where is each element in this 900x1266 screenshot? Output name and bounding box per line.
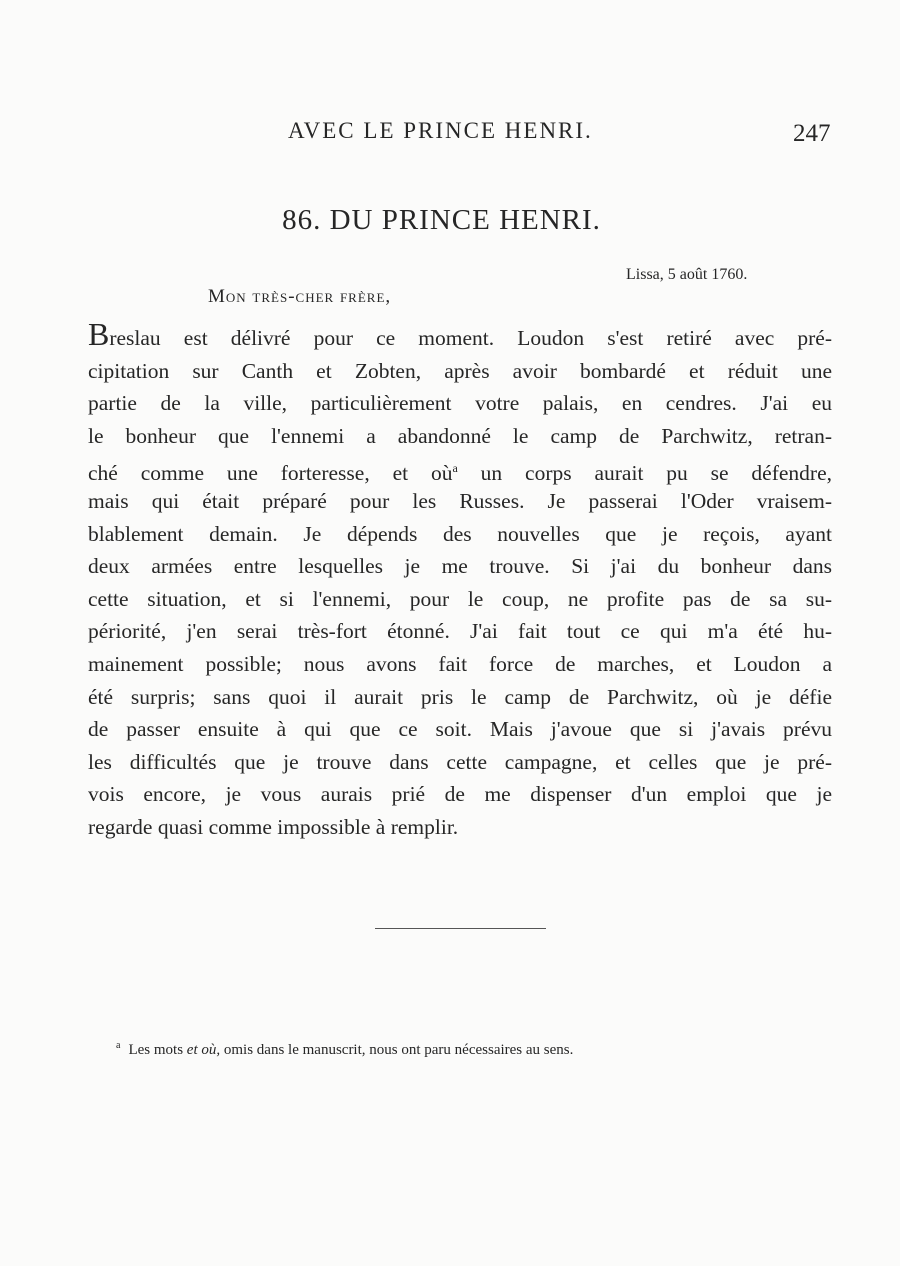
letter-body <box>88 316 832 844</box>
section-divider <box>375 928 546 929</box>
running-head <box>0 118 900 148</box>
body-line: les difficultés que je trouve dans cette campagne, et celles que je pré- <box>88 749 832 774</box>
dateline: Lissa, 5 août 1760. <box>626 266 748 283</box>
page-number: 247 <box>793 120 831 147</box>
body-line: de passer ensuite à qui que ce soit. Mais j'avoue que si j'avais prévu <box>88 717 832 742</box>
footnote-suffix: omis dans le manuscrit, nous ont paru nécessaires au sens. <box>220 1042 574 1058</box>
body-line: cipitation sur Canth et Zobten, après avoir bombardé et réduit une <box>88 358 832 383</box>
body-line: deux armées entre lesquelles je me trouve. Si j'ai du bonheur dans <box>88 554 832 579</box>
body-line: le bonheur que l'ennemi a abandonné le camp de Parchwitz, retran- <box>88 423 832 448</box>
body-line: mainement possible; nous avons fait force de marches, et Loudon a <box>88 651 832 676</box>
footnote-reference: a <box>452 461 458 476</box>
footnote-mark: a <box>116 1040 121 1051</box>
body-line: partie de la ville, particulièrement votre palais, en cendres. J'ai eu <box>88 391 832 416</box>
body-line: vois encore, je vous aurais prié de me dispenser d'un emploi que je <box>88 782 832 807</box>
salutation: Mon très-cher frère, <box>208 286 392 307</box>
body-line: mais qui était préparé pour les Russes. Je passerai l'Oder vraisem- <box>88 488 832 513</box>
body-line <box>88 316 832 355</box>
body-line: regarde quasi comme impossible à remplir. <box>88 814 459 839</box>
body-line: cette situation, et si l'ennemi, pour le coup, ne profite pas de sa su- <box>88 586 832 611</box>
drop-cap: B <box>88 316 110 352</box>
body-line-text: ché comme une forteresse, et où <box>88 461 453 486</box>
footnote-emphasis: et où, <box>186 1042 221 1058</box>
letter-title: 86. DU PRINCE HENRI. <box>282 204 601 236</box>
body-line-text: un corps aurait pu se défendre, <box>457 461 832 486</box>
body-line: blablement demain. Je dépends des nouvelles que je reçois, ayant <box>88 521 832 546</box>
body-line-text: reslau est délivré pour ce moment. Loudon s'est retiré avec pré- <box>109 326 832 350</box>
footnote-prefix: Les mots <box>128 1042 187 1058</box>
body-line <box>88 452 832 485</box>
body-line: périorité, j'en serai très-fort étonné. J'ai fait tout ce qui m'a été hu- <box>88 619 832 644</box>
footnote <box>116 1040 573 1059</box>
body-line: été surpris; sans quoi il aurait pris le camp de Parchwitz, où je défie <box>88 684 832 709</box>
running-title: AVEC LE PRINCE HENRI. <box>288 118 593 143</box>
